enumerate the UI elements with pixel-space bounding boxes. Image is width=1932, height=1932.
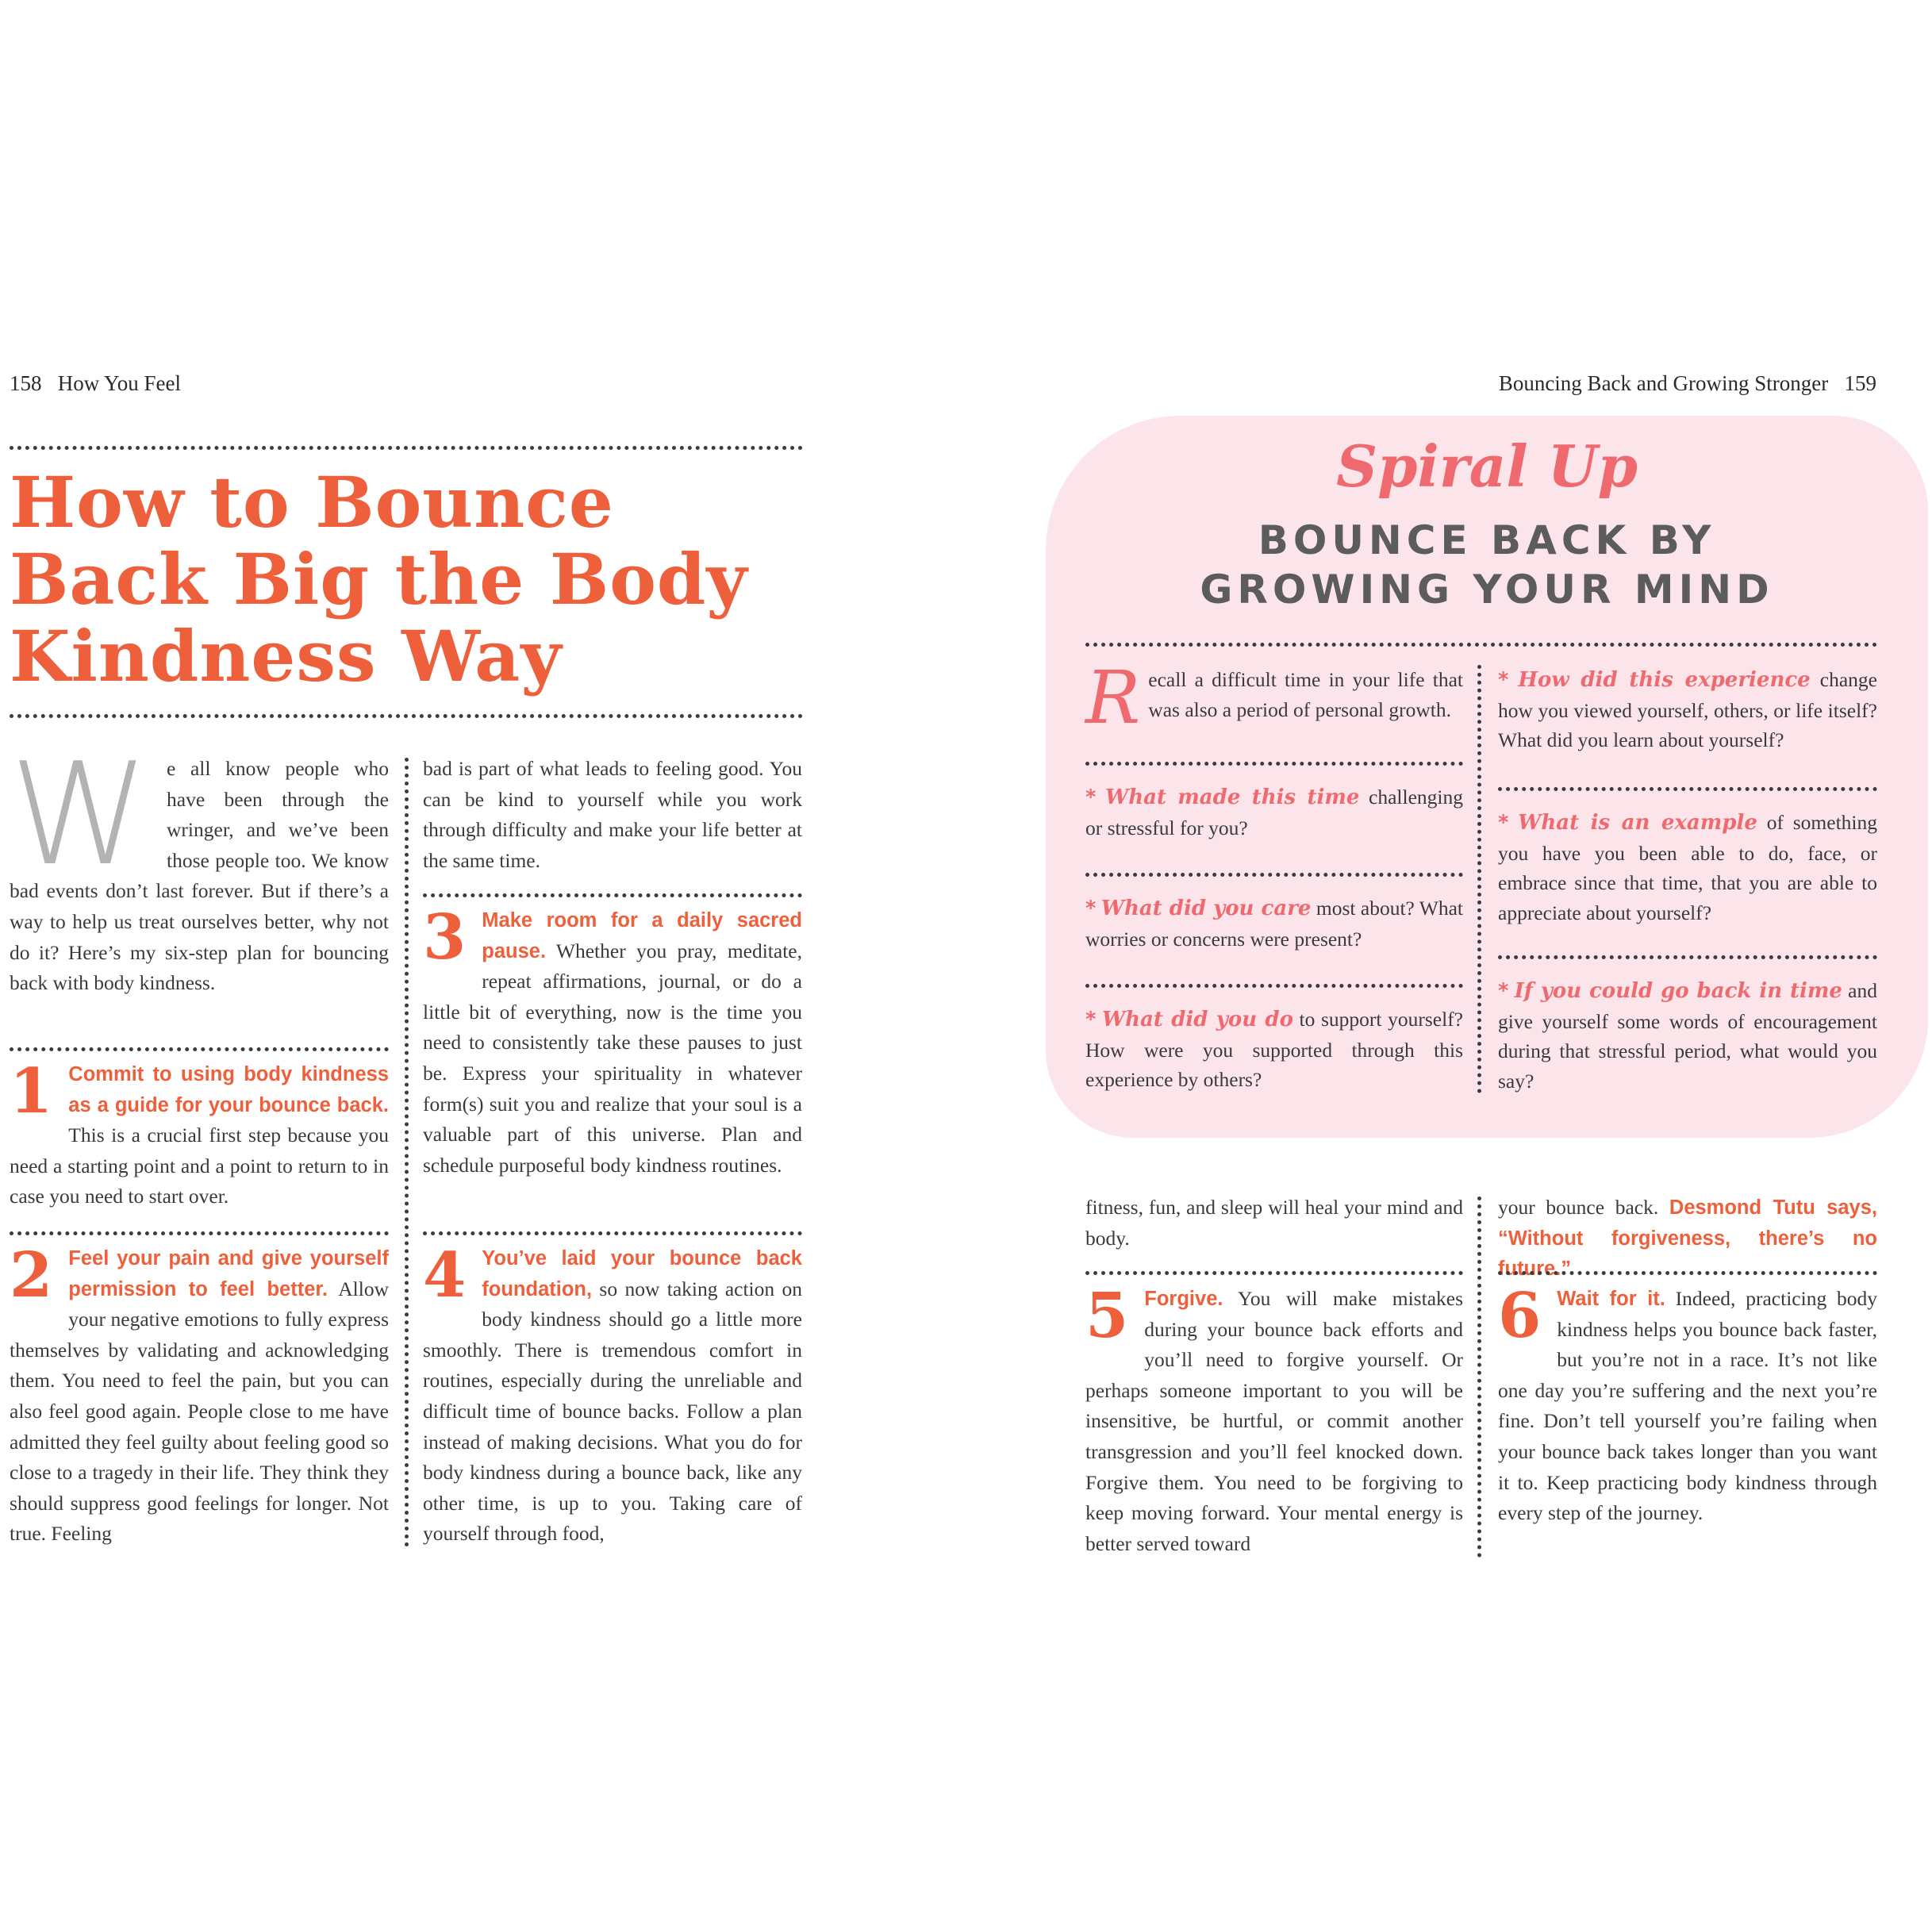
step-lead: You’ve laid your bounce back foundation, <box>482 1247 802 1300</box>
divider <box>10 1231 389 1235</box>
step-number: 4 <box>423 1239 467 1312</box>
star-icon: * <box>1498 668 1509 692</box>
column-divider <box>1477 665 1481 1093</box>
intro-paragraph: We all know people who have been through the wringer, and we’ve been those people too. We know bad events don’t last forever. But if there’s a way to help us treat ourselves better, why not do it? Here’s my six-step plan for bouncing back with body kindness. <box>10 732 389 995</box>
step-6: 6 Wait for it. Indeed, practicing body kindness helps you bounce back faster, but you’re not in a race. It’s not like one day you’re suffering and the next you’re fine. Don’t tell yourself you’re failing when your bounce back takes longer than you want it to. Keep practicing body kindness through every step of the journey. <box>1498 1280 1877 1525</box>
page-number-right: Bouncing Back and Growing Stronger 159 <box>1498 371 1876 395</box>
question-item: * How did this experience change how you viewed yourself, others, or life itself? What did you learn about yourself? <box>1498 668 1877 751</box>
step-3: 3 Make room for a daily sacred pause. Whether you pray, meditate, repeat affirmations, journal, or do a little bit of everything, now is the time you need to consistently take these pauses to just be. Express your spirituality in whatever form(s) suit you and realize that your soul is a valuable part of this universe. Plan and schedule purposeful body kindness routines. <box>423 901 802 1177</box>
star-icon: * <box>1085 897 1097 920</box>
running-head-left: How You Feel <box>57 371 182 395</box>
question-item: * If you could go back in time and give yourself some words of encouragement during that stressful period, what would you say? <box>1498 979 1877 1093</box>
step-number: 1 <box>10 1055 53 1127</box>
step-lead: Wait for it. <box>1557 1288 1665 1310</box>
running-head-right: Bouncing Back and Growing Stronger <box>1498 371 1829 395</box>
step-lead: Forgive. <box>1144 1288 1223 1310</box>
step-4: 4 You’ve laid your bounce back foundation, so now taking action on body kindness should go a little more smoothly. There is tremendous comfort in routines, especially during the unreliable and difficult time of bounce backs. Follow a plan instead of making decisions. What you do for body kindness during a bounce back, like any other time, is up to you. Taking care of yourself through food, <box>423 1239 802 1546</box>
page-number-left: 158 How You Feel <box>10 371 182 395</box>
question-item: * What did you care most about? What worries or concerns were present? <box>1085 897 1464 951</box>
divider <box>1085 873 1463 877</box>
step-lead: Feel your pain and give yourself permission to feel better. <box>68 1247 389 1300</box>
star-icon: * <box>1085 785 1097 809</box>
box-heading: BOUNCE BACK BY GROWING YOUR MIND <box>1200 517 1774 613</box>
step-number: 3 <box>423 901 467 974</box>
divider <box>1085 643 1877 647</box>
divider <box>1498 955 1877 959</box>
step-number: 2 <box>10 1239 53 1312</box>
col3-continued: fitness, fun, and sleep will heal your mind and body. <box>1085 1196 1463 1250</box>
divider <box>423 893 802 897</box>
divider <box>1498 1271 1877 1275</box>
step-lead: Make room for a daily sacred pause. <box>482 909 802 962</box>
divider <box>1498 787 1877 791</box>
step-5: 5 Forgive. You will make mistakes during your bounce back efforts and you’ll need to forgive yourself. Or perhaps someone important to you will be insensitive, be hurtful, or commit another transgression and you’ll feel knocked down. Forgive them. You need to be forgiving to keep moving forward. Your mental energy is better served toward <box>1085 1280 1463 1555</box>
question-item: * What is an example of something you have you been able to do, face, or embrace since that time, that you are able to appreciate about yourself? <box>1498 811 1877 924</box>
drop-cap: W <box>10 732 150 897</box>
divider <box>423 1231 802 1235</box>
divider <box>1085 1271 1463 1275</box>
col2-continued: bad is part of what leads to feeling good. You can be kind to yourself while you work through difficulty and make your life better at the same time. <box>423 757 802 872</box>
column-divider <box>1477 1196 1481 1558</box>
question-item: * What did you do to support yourself? How were you supported through this experience by others? <box>1085 1008 1464 1091</box>
step-1: 1 Commit to using body kindness as a guide for your bounce back. This is a crucial first step because you need a starting point and a point to return to in case you need to start over. <box>10 1055 389 1208</box>
drop-cap: R <box>1085 655 1141 740</box>
col4-continued: your bounce back. Desmond Tutu says, “Without forgiveness, there’s no future.” <box>1498 1196 1877 1281</box>
box-script-title: Spiral Up <box>1336 432 1638 500</box>
star-icon: * <box>1498 811 1509 835</box>
divider <box>1085 984 1463 988</box>
recall-prompt: Recall a difficult time in your life that was also a period of personal growth. <box>1085 655 1463 740</box>
step-number: 5 <box>1085 1280 1129 1352</box>
divider <box>10 714 803 718</box>
step-number: 6 <box>1498 1280 1542 1352</box>
divider <box>1085 762 1463 766</box>
question-item: * What made this time challenging or stressful for you? <box>1085 785 1463 839</box>
tutu-quote: Desmond Tutu says, “Without forgiveness, there’s no future.” <box>1498 1196 1877 1281</box>
step-lead: Commit to using body kindness as a guide for your bounce back. <box>68 1063 389 1116</box>
page-title: How to Bounce Back Big the Body Kindness Way <box>10 461 748 697</box>
divider <box>10 446 803 450</box>
star-icon: * <box>1085 1008 1097 1031</box>
star-icon: * <box>1498 979 1509 1003</box>
divider <box>10 1047 389 1051</box>
step-2: 2 Feel your pain and give yourself permission to feel better. Allow your negative emotions to fully express themselves by validating and acknowledging them. You need to feel the pain, but you can also feel good again. People close to me have admitted they feel guilty about feeling good so close to a tragedy in their life. They think they should suppress good feelings for longer. Not true. Feeling <box>10 1239 389 1546</box>
column-divider <box>405 758 409 1547</box>
